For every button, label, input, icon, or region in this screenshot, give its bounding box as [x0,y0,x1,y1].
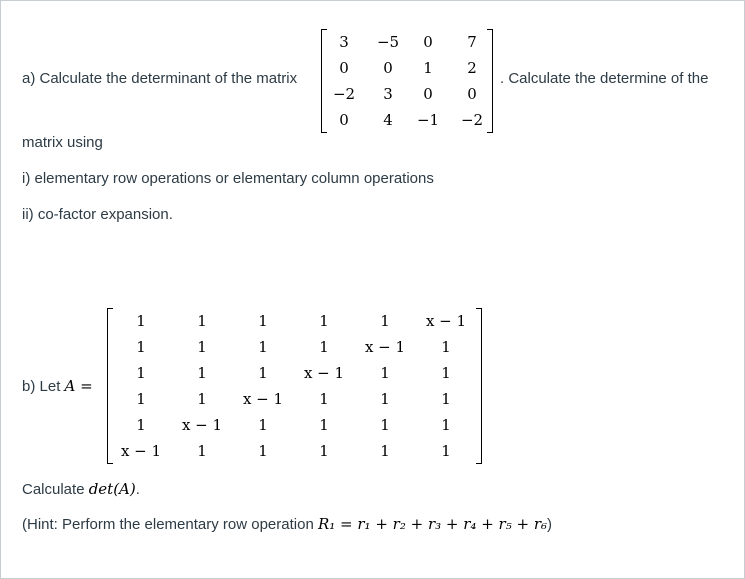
part-a-intro: a) Calculate the determinant of the matrix [22,70,298,87]
matrix-b-entry-cell: 1 [319,416,329,434]
hint-suffix: ) [547,516,553,533]
matrix-b-entry-cell: 1 [136,338,146,356]
matrix-a-entry-cell: 4 [383,111,393,129]
matrix-a-entry-row [321,107,493,133]
matrix-b-entry-cell: x − 1 [120,442,162,460]
matrix-b-entry-cell: 1 [319,442,329,460]
matrix-b-entry-cell: 1 [258,338,268,356]
hint-line [22,515,552,533]
matrix-b-entry-cell: 1 [441,364,451,382]
matrix-a-entry-cell: 1 [423,59,433,77]
matrix-b-entry-cell: 1 [441,442,451,460]
matrix-a-entry-cell: −2 [332,85,356,103]
part-b-var: A [64,377,76,395]
matrix-a-entry-row [321,55,493,81]
hint-prefix: (Hint: Perform the elementary row operation [22,516,318,533]
matrix-a-entry-cell: 0 [383,59,393,77]
matrix-b-entry-cell: 1 [319,312,329,330]
matrix-a-entry-cell: −2 [460,111,484,129]
matrix-b-entry-cell: 1 [380,390,390,408]
matrix-b-entry-cell: 1 [136,312,146,330]
matrix-b-entry-cell: 1 [380,442,390,460]
matrix-b-entry-cell: 1 [441,390,451,408]
matrix-b-entry-row [107,334,482,360]
matrix-b-entry-cell: 1 [136,416,146,434]
matrix-b-entry-cell: x − 1 [364,338,406,356]
method-cofactor: ii) co-factor expansion. [22,206,173,223]
matrix-a-entry-cell: 7 [467,33,477,51]
calc-suffix: . [135,481,140,498]
matrix-a-entry-cell: 2 [467,59,477,77]
matrix-b-entry-cell: x − 1 [242,390,284,408]
part-b-label [22,377,93,395]
matrix-a-entry-cell: −1 [416,111,440,129]
matrix-b-entry-row [107,386,482,412]
matrix-b-entry-row [107,412,482,438]
method-row-ops: i) elementary row operations or elementary column operations [22,170,434,187]
matrix-b-entry-cell: 1 [319,338,329,356]
matrix-b [107,308,482,464]
calc-det-math: det(A) [88,480,136,498]
matrix-b-entry-cell: 1 [319,390,329,408]
matrix-b-entry-cell: 1 [197,390,207,408]
matrix-a [321,29,493,133]
matrix-b-entry-cell: 1 [441,416,451,434]
matrix-b-entry-cell: 1 [380,416,390,434]
matrix-b-entry-cell: 1 [258,364,268,382]
calc-prefix: Calculate [22,481,89,498]
matrix-b-entry-cell: 1 [136,364,146,382]
calc-det-line [22,480,140,498]
matrix-b-entry-cell: 1 [258,416,268,434]
matrix-b-entry-cell: x − 1 [425,312,467,330]
matrix-a-entry-cell: 3 [383,85,393,103]
matrix-b-entry-cell: 1 [197,338,207,356]
matrix-b-entry-cell: 1 [197,364,207,382]
matrix-b-entry-row [107,438,482,464]
part-b-let: b) Let [22,378,61,395]
matrix-b-entry-cell: 1 [380,312,390,330]
matrix-b-entry-cell: 1 [197,442,207,460]
matrix-a-entry-cell: −5 [376,33,400,51]
matrix-b-entry-row [107,308,482,334]
matrix-b-entry-cell: 1 [380,364,390,382]
matrix-b-entry-row [107,360,482,386]
matrix-b-entry-cell: 1 [258,312,268,330]
hint-math: R₁ = r₁ + r₂ + r₃ + r₄ + r₅ + r₆ [317,515,548,533]
matrix-b-entry-cell: x − 1 [303,364,345,382]
matrix-a-entry-cell: 0 [339,111,349,129]
part-b-eq: = [75,377,93,395]
matrix-a-entry-cell: 0 [423,85,433,103]
matrix-a-entry-cell: 3 [339,33,349,51]
matrix-a-entry-row [321,81,493,107]
matrix-a-entry-cell: 0 [339,59,349,77]
matrix-b-entry-cell: 1 [197,312,207,330]
part-a-after: . Calculate the determine of the [500,70,709,87]
matrix-b-entry-cell: x − 1 [181,416,223,434]
part-a-line2: matrix using [22,134,103,151]
matrix-a-entry-cell: 0 [467,85,477,103]
matrix-a-entry-row [321,29,493,55]
matrix-a-entry-cell: 0 [423,33,433,51]
matrix-b-entry-cell: 1 [258,442,268,460]
matrix-b-entry-cell: 1 [441,338,451,356]
matrix-b-entry-cell: 1 [136,390,146,408]
